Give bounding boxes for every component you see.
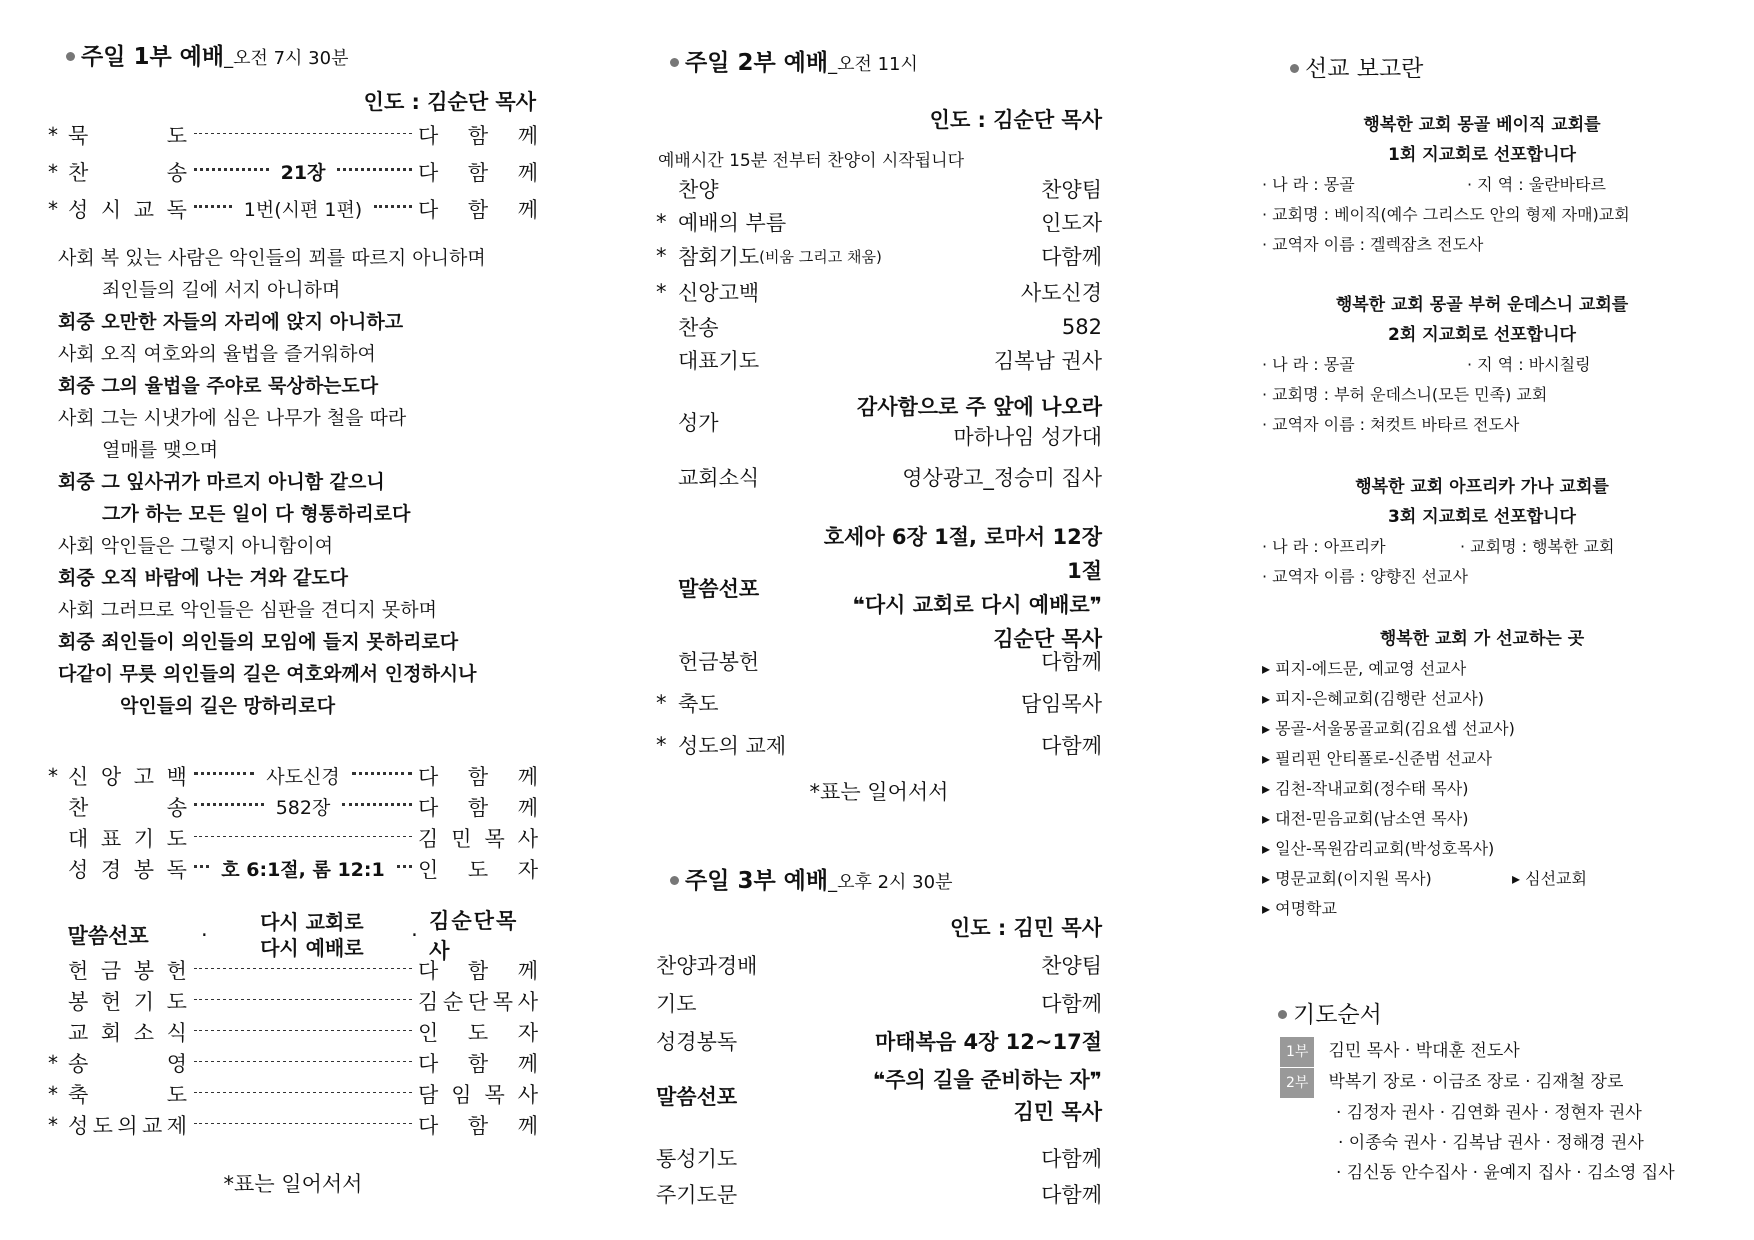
order-person: 인 도 자 [418, 857, 538, 882]
prayer-line: · 김신동 안수집사 · 윤예지 집사 · 김소영 집사 [1336, 1163, 1675, 1183]
order-label: 신앙고백 [678, 281, 760, 305]
mission-2 [1262, 290, 1702, 440]
mission-2-region: · 지 역 : 바시칠링 [1467, 355, 1591, 374]
choir-song: 감사함으로 주 앞에 나오라 [856, 395, 1102, 419]
dot-leader [188, 855, 418, 882]
asterisk-mark: * [48, 1050, 58, 1075]
order-row [656, 205, 1102, 238]
order-person: 다함께 [1041, 992, 1102, 1016]
prayer-line: 박복기 장로 · 이금조 장로 · 김재철 장로 [1328, 1072, 1624, 1092]
service-3-title [670, 862, 1110, 895]
order-label: 예배의 부름 [678, 210, 787, 235]
mission-places [1262, 624, 1702, 924]
order-row [656, 343, 1102, 376]
order-label: 봉 헌 기 도 [68, 989, 188, 1014]
order-row [656, 1140, 1102, 1176]
service-2-order [656, 172, 1102, 376]
order-row [48, 822, 538, 853]
dot-leader [188, 1061, 418, 1064]
mission-1-head2: 1회 지교회로 선포합니다 [1388, 145, 1576, 165]
order-person: 다 함 께 [418, 197, 538, 222]
news-who: 영상광고_정승미 집사 [902, 466, 1102, 490]
order-row [48, 153, 538, 190]
service-1-order-top [48, 116, 538, 227]
service-2-time: _오전 11시 [828, 54, 918, 75]
service-1-order-bottom [48, 954, 538, 1140]
order-person: 다 함 께 [418, 160, 538, 185]
order-label: 성 도 의 교 제 [68, 1113, 188, 1138]
sermon-reference: 호세아 6장 1절, 로마서 12장 1절 [823, 525, 1102, 583]
order-person: 다 함 께 [418, 123, 538, 148]
service-3-order [656, 946, 1102, 1060]
mission-places-list [1262, 654, 1702, 864]
reading-line: 열매를 맺으며 [102, 439, 219, 461]
list-item: ▸ 피지-은혜교회(김행란 선교사) [1262, 689, 1484, 708]
order-label: 성도의 교제 [678, 734, 787, 758]
order-row [48, 791, 538, 822]
reading-line: 사회 오직 여호와의 율법을 즐거워하여 [58, 343, 376, 365]
list-item: ▸ 일산-목원감리교회(박성호목사) [1262, 839, 1495, 858]
service-3-time: _오후 2시 30분 [828, 872, 953, 893]
list-item: ▸ 여명학교 [1262, 899, 1337, 918]
order-person: 다함께 [1041, 1183, 1102, 1207]
prayer-line: · 김정자 권사 · 김연화 권사 · 정현자 권사 [1336, 1103, 1642, 1123]
list-item: ▸ 필리핀 안티폴로-신준범 선교사 [1262, 749, 1492, 768]
mission-3-minister: · 교역자 이름 : 양향진 선교사 [1262, 567, 1468, 586]
dot-leader [188, 836, 418, 839]
bullet-dot-icon [1290, 64, 1299, 73]
mission-3-head2: 3회 지교회로 선포합니다 [1388, 507, 1576, 527]
mission-places-head: 행복한 교회 가 선교하는 곳 [1379, 629, 1585, 649]
order-label: 헌금봉헌 [678, 650, 760, 674]
service-3-order-end [656, 1140, 1102, 1212]
prayer-title-text: 기도순서 [1293, 1002, 1382, 1028]
mission-1 [1262, 110, 1702, 260]
order-label: 묵 도 [68, 123, 188, 148]
asterisk-mark: * [656, 691, 667, 715]
order-row [48, 190, 538, 227]
service-1-time: _오전 7시 30분 [224, 48, 349, 69]
order-label: 성 경 봉 독 [68, 857, 188, 882]
service-3-name: 주일 3부 예배 [685, 868, 829, 894]
order-row [656, 682, 1102, 724]
reading-line: 사회 그는 시냇가에 심은 나무가 철을 따라 [58, 407, 407, 429]
service-2-badge: 2부 [1280, 1068, 1314, 1098]
dot-leader [188, 999, 418, 1002]
order-label: 헌 금 봉 헌 [68, 958, 188, 983]
bullet-dot-icon [1278, 1010, 1287, 1019]
standing-note: *표는 일어서서 [223, 1172, 363, 1196]
mission-1-church: · 교회명 : 베이직(예수 그리스도 안의 형제 자매)교회 [1262, 205, 1630, 224]
order-person: 582 [1061, 314, 1102, 339]
order-label: 통성기도 [656, 1147, 738, 1171]
order-person: 담 임 목 사 [418, 1082, 538, 1107]
order-person: 다 함 께 [418, 795, 538, 820]
service-1-order-middle [48, 760, 538, 884]
order-row [48, 760, 538, 791]
prayer-line: · 이종숙 권사 · 김복남 권사 · 정해경 권사 [1338, 1133, 1644, 1153]
asterisk-mark: * [48, 1112, 58, 1137]
prayer-line: 김민 목사 · 박대훈 전도사 [1328, 1041, 1520, 1061]
asterisk-mark: * [656, 209, 667, 234]
sermon-title: ❝주의 길을 준비하는 자❞ [872, 1068, 1102, 1092]
order-person: 인 도 자 [418, 1020, 538, 1045]
list-item: ▸ 몽골-서울몽골교회(김요셉 선교사) [1262, 719, 1515, 738]
reading-line: 다같이 무릇 의인들의 길은 여호와께서 인정하시나 [58, 663, 477, 685]
mission-2-country: · 나 라 : 몽골 [1262, 355, 1355, 374]
reading-line: 죄인들의 길에 서지 아니하며 [102, 279, 341, 301]
asterisk-mark: * [48, 122, 58, 147]
order-label: 축 도 [68, 1082, 188, 1107]
dot-leader [188, 1030, 418, 1033]
reading-line: 악인들의 길은 망하리로다 [120, 695, 336, 717]
order-label: 신 앙 고 백 [68, 764, 188, 789]
order-person: 다함께 [1041, 245, 1102, 269]
order-label: 성 시 교 독 [68, 197, 188, 222]
dot-leader [188, 793, 418, 820]
asterisk-mark: * [48, 1081, 58, 1106]
service-3-sermon-row [656, 1064, 1102, 1128]
mission-3-country: · 나 라 : 아프리카 [1262, 537, 1386, 556]
sermon-title: 다시 교회로 다시 예배로 [260, 910, 364, 960]
service-1-leader: 인도 : 김순단 목사 [363, 90, 536, 114]
dot-leader [188, 1123, 418, 1126]
order-person: 다 함 께 [418, 764, 538, 789]
sermon-preacher: 김순단목사 [429, 909, 519, 963]
list-item: ▸ 피지-에드문, 예교영 선교사 [1262, 659, 1467, 678]
order-detail: 21장 [280, 162, 326, 184]
dot-leader [188, 158, 418, 185]
reading-line: 그가 하는 모든 일이 다 형통하리로다 [102, 503, 411, 525]
list-item: ▸ 명문교회(이지원 목사) [1262, 869, 1432, 888]
list-item: ▸ 심선교회 [1512, 869, 1587, 888]
order-row [656, 172, 1102, 205]
dot-leader [188, 133, 418, 136]
order-label: 찬송 [678, 315, 719, 340]
order-person: 마태복음 4장 12~17절 [875, 1030, 1102, 1054]
order-row [48, 985, 538, 1016]
order-person: 다함께 [1041, 1147, 1102, 1171]
service-1-name: 주일 1부 예배 [81, 44, 225, 70]
responsive-reading [58, 242, 548, 722]
service-3-leader: 인도 : 김민 목사 [949, 916, 1102, 940]
order-row [656, 1022, 1102, 1060]
service-2-order-end [656, 640, 1102, 766]
reading-line: 사회 악인들은 그렇지 아니함이여 [58, 535, 334, 557]
bullet-dot-icon [66, 52, 75, 61]
reading-line: 사회 복 있는 사람은 악인들의 꾀를 따르지 아니하며 [58, 247, 486, 269]
reading-line: 회중 오직 바람에 나는 겨와 같도다 [58, 567, 349, 589]
order-person: 다 함 께 [418, 958, 538, 983]
sermon-preacher: 김민 목사 [1013, 1100, 1102, 1124]
list-item: ▸ 김천-작내교회(정수태 목사) [1262, 779, 1469, 798]
service-1-title [66, 38, 546, 71]
standing-note: *표는 일어서서 [809, 780, 949, 804]
dot-leader [188, 1092, 418, 1095]
order-label: 참회기도 [678, 245, 760, 269]
service-2-leader: 인도 : 김순단 목사 [929, 108, 1102, 132]
dot-leader [188, 968, 418, 971]
reading-line: 회중 죄인들이 의인들의 모임에 들지 못하리로다 [58, 631, 459, 653]
order-detail: 1번(시편 1편) [243, 199, 363, 221]
news-label: 교회소식 [678, 466, 760, 490]
mission-1-country: · 나 라 : 몽골 [1262, 175, 1355, 194]
mission-3 [1262, 472, 1702, 592]
prayer-title [1278, 996, 1382, 1029]
order-label: 기도 [656, 992, 697, 1016]
order-person: 찬양팀 [1041, 177, 1102, 202]
order-row [48, 954, 538, 985]
sermon-preacher: 김순단 목사 [993, 627, 1102, 651]
reading-line: 회중 그 잎사귀가 마르지 아니함 같으니 [58, 471, 385, 493]
order-row [48, 1078, 538, 1109]
dot-leader [188, 762, 418, 789]
order-label-note: (비움 그리고 채움) [759, 247, 882, 266]
choir-label: 성가 [678, 411, 719, 435]
order-label: 찬양과경배 [656, 954, 758, 978]
order-person: 사도신경 [1020, 281, 1102, 305]
sermon-title: ❝다시 교회로 다시 예배로❞ [852, 593, 1102, 617]
order-row [656, 274, 1102, 310]
order-row [656, 724, 1102, 766]
asterisk-mark: * [48, 763, 58, 788]
mission-1-region: · 지 역 : 울란바타르 [1467, 175, 1607, 194]
order-label: 대표기도 [678, 348, 760, 373]
order-label: 찬 송 [68, 795, 188, 820]
order-row [656, 310, 1102, 343]
order-person: 김 순 단 목 사 [418, 989, 538, 1014]
sermon-label: 말씀선포 [656, 1085, 738, 1109]
bullet-dot-icon [670, 876, 679, 885]
order-label: 송 영 [68, 1051, 188, 1076]
order-row [48, 1109, 538, 1140]
mission-3-church: · 교회명 : 행복한 교회 [1460, 537, 1615, 556]
mission-1-minister: · 교역자 이름 : 겔렉잠츠 전도사 [1262, 235, 1484, 254]
mission-title-text: 선교 보고란 [1305, 56, 1424, 82]
news-row [656, 462, 1102, 492]
choir-name: 마하나임 성가대 [953, 425, 1102, 449]
list-item: ▸ 대전-믿음교회(남소연 목사) [1262, 809, 1469, 828]
service-2-sermon-row [656, 520, 1102, 656]
asterisk-mark: * [656, 244, 667, 268]
mission-title [1290, 50, 1423, 83]
order-person: 담임목사 [1020, 692, 1102, 716]
service-1-badge: 1부 [1280, 1037, 1314, 1067]
asterisk-mark: * [656, 733, 667, 757]
order-label: 찬양 [678, 177, 719, 202]
mission-1-head: 행복한 교회 몽골 베이직 교회를 [1363, 115, 1601, 135]
order-row [48, 116, 538, 153]
sermon-label: 말씀선포 [678, 577, 760, 601]
sermon-label: 말씀선포 [67, 924, 149, 948]
order-row [656, 946, 1102, 984]
reading-line: 사회 그러므로 악인들은 심판을 견디지 못하며 [58, 599, 437, 621]
mission-2-head: 행복한 교회 몽골 부허 운데스니 교회를 [1335, 295, 1629, 315]
mission-2-church: · 교회명 : 부허 운데스니(모든 민족) 교회 [1262, 385, 1548, 404]
service-1-sermon-row: 말씀선포 · 다시 교회로 다시 예배로 · 김순단목사 [48, 905, 538, 965]
order-person: 다함께 [1041, 650, 1102, 674]
order-label: 주기도문 [656, 1183, 738, 1207]
order-detail: 사도신경 [266, 766, 340, 788]
order-person: 다함께 [1041, 734, 1102, 758]
order-row [656, 984, 1102, 1022]
dot-leader [188, 195, 418, 222]
order-label: 대 표 기 도 [68, 826, 188, 851]
bullet-dot-icon [670, 58, 679, 67]
order-person: 인도자 [1041, 210, 1102, 235]
mission-2-minister: · 교역자 이름 : 쳐컷트 바타르 전도사 [1262, 415, 1520, 434]
mission-3-head: 행복한 교회 아프리카 가나 교회를 [1355, 477, 1609, 497]
order-row [656, 640, 1102, 682]
order-person: 김 민 목 사 [418, 826, 538, 851]
order-detail: 582장 [275, 797, 331, 819]
reading-line: 회중 오만한 자들의 자리에 앉지 아니하고 [58, 311, 404, 333]
order-row [48, 853, 538, 884]
order-row [48, 1016, 538, 1047]
order-row [656, 1176, 1102, 1212]
order-row [656, 238, 1102, 274]
order-row [48, 1047, 538, 1078]
order-label: 교 회 소 식 [68, 1020, 188, 1045]
order-person: 다 함 께 [418, 1051, 538, 1076]
choir-row [656, 392, 1102, 452]
service-2-intro: 예배시간 15분 전부터 찬양이 시작됩니다 [658, 151, 964, 171]
asterisk-mark: * [48, 196, 58, 221]
order-detail: 호 6:1절, 롬 12:1 [221, 859, 385, 881]
asterisk-mark: * [48, 159, 58, 184]
service-2-name: 주일 2부 예배 [685, 50, 829, 76]
prayer-order [1280, 1036, 1720, 1188]
order-label: 축도 [678, 692, 719, 716]
asterisk-mark: * [656, 280, 667, 304]
order-label: 찬 송 [68, 160, 188, 185]
reading-line: 회중 그의 율법을 주야로 묵상하는도다 [58, 375, 379, 397]
order-person: 다 함 께 [418, 1113, 538, 1138]
service-2-title [670, 44, 1110, 77]
order-label: 성경봉독 [656, 1030, 738, 1054]
order-person: 찬양팀 [1041, 954, 1102, 978]
mission-2-head2: 2회 지교회로 선포합니다 [1388, 325, 1576, 345]
order-person: 김복남 권사 [993, 348, 1102, 373]
